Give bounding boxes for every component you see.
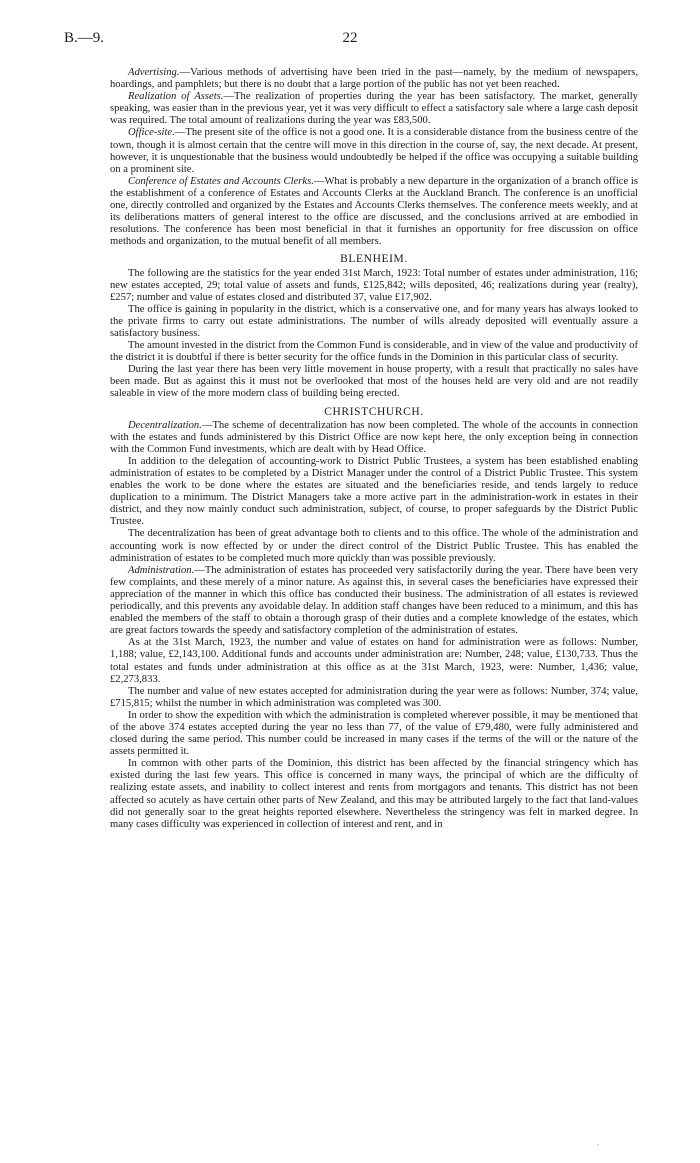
paragraph: [110, 176, 638, 249]
paragraph-text: —What is probably a new departure in the organization of a branch office is the establishment of a conference of Estates and Accounts Clerks at the Auckland Branch. The conference is an unofficial one, directly controlled and organized by the Estates and Accounts Clerks themselves. The conference meets weekly, and at its deliberations matters of general interest to the office are discussed, and the conclusions arrived at are embodied in resolutions. The conference has been most beneficial in that it furnishes an opportunity for free discussion on office methods and organization, to the mutual benefit of all members.: [110, 175, 638, 248]
paragraph: [110, 456, 638, 529]
page-number: 22: [342, 30, 358, 46]
section: [110, 253, 638, 400]
paragraph-text: As at the 31st March, 1923, the number and value of estates on hand for administration were as follows: Number, 1,188; value, £2,143,100. Additional funds and accounts under administration are: Number, 248; value, £130,733. Thus the total estates and funds under administration at this office as at the 31st March, 1923, were: Number, 1,436; value, £2,273,833.: [110, 637, 638, 685]
paragraph-text: The number and value of new estates accepted for administration during the year were as follows: Number, 374; value, £715,815; whilst the number in which administration was completed was 300.: [110, 685, 638, 709]
section: [110, 406, 638, 831]
paragraph-lead: Advertising.: [128, 67, 180, 78]
paragraph: [110, 340, 638, 364]
document-body: [110, 67, 638, 831]
paragraph: [110, 304, 638, 340]
paragraph: [110, 637, 638, 685]
paragraph: [110, 420, 638, 456]
section-heading: CHRISTCHURCH.: [324, 405, 424, 418]
paragraph-text: The office is gaining in popularity in the district, which is a conservative one, and for many years has always looked to the private firms to carry out estate administrations. The number of wills already deposited will eventually assure a satisfactory business.: [110, 303, 638, 339]
paragraph-text: —The administration of estates has proceeded very satisfactorily during the year. There have been very few complaints, and these merely of a minor nature. As against this, in several cases the beneficiaries have expressed their appreciation of the manner in which this office has conducted their business. The administration of all estates is reviewed periodically, and this prevents any avoidable delay. In addition staff changes have been reduced to a minimum, and this has enabled the members of the staff to obtain a thorough grasp of their duties and a complete knowledge of the estates, which are great factors towards the speedy and satisfactory completion of the administration of estates.: [110, 564, 638, 637]
paragraph-text: During the last year there has been very little movement in house property, with a result that practically no sales have been made. But as against this it must not be overlooked that most of the houses held are very old and are not readily saleable in view of the more modern class of building being erected.: [110, 364, 638, 400]
paragraph-text: —The present site of the office is not a good one. It is a considerable distance from the business centre of the town, though it is almost certain that the centre will move in this direction in the course of, say, the next decade. At present, however, it is unquestionable that the business would undoubtedly be helped if the office was occupying a suitable building on a prominent site.: [110, 127, 638, 175]
paragraph: [110, 710, 638, 758]
paragraph: [110, 686, 638, 710]
paragraph-text: The decentralization has been of great advantage both to clients and to this office. The whole of the administration and accounting work is now effected by or under the direct control of the District Public Trustee. This has enabled the administration of estates to be completed much more quickly than was possible previously.: [110, 528, 638, 564]
paragraph: [110, 364, 638, 400]
paragraph: [110, 528, 638, 564]
paragraph-lead: Decentralization.: [128, 419, 202, 431]
paragraph-text: The following are the statistics for the year ended 31st March, 1923: Total number of estates under administration, 116; new estates accepted, 29; total value of assets and funds, £125,842; wills deposited, 46; realizations during year (realty), £257; number and value of estates closed and distributed 37, value £17,902.: [110, 267, 638, 303]
paragraph-text: The amount invested in the district from the Common Fund is considerable, and in view of the value and productivity of the district it is doubtful if there is better security for the office funds in the Dominion in this particular class of security.: [110, 340, 638, 364]
paragraph-lead: Realization of Assets.: [128, 91, 224, 103]
paragraph-lead: Office-site.: [128, 127, 175, 139]
paragraph: [110, 127, 638, 175]
paragraph: [110, 565, 638, 638]
footer-mark: .: [597, 1137, 600, 1147]
paragraph-text: —The realization of properties during the year has been satisfactory. The market, generally speaking, was easier than in the previous year, yet it was very difficult to effect a satisfactory sale where a large cash deposit was required. The total amount of realizations during the year was £83,500.: [110, 91, 638, 127]
page-header: [64, 30, 636, 52]
paragraph-lead: Conference of Estates and Accounts Clerks.: [128, 175, 314, 187]
document-reference: B.—9.: [64, 30, 105, 46]
paragraph-lead: Administration.: [128, 564, 195, 576]
paragraph: [110, 67, 638, 91]
paragraph: [110, 268, 638, 304]
paragraph-text: In order to show the expedition with which the administration is completed wherever possible, it may be mentioned that of the above 374 estates accepted during the year no less than 77, of the value of £79,480, were fully administered and closed during the same period. This number could be increased in many cases if the terms of the will or the nature of the assets permitted it.: [110, 709, 638, 758]
section: [110, 67, 638, 248]
paragraph: [110, 91, 638, 127]
section-heading: BLENHEIM.: [340, 253, 408, 266]
paragraph-text: —The scheme of decentralization has now been completed. The whole of the accounts in connection with the estates and funds administered by this District Office are now kept here, the only exception being in connection with the Common Fund investments, which are dealt with by Head Office.: [110, 419, 638, 455]
paragraph-text: In addition to the delegation of accounting-work to District Public Trustees, a system has been established enabling administration of estates to be completed by a District Manager under the control of a District Public Trustee. This system enables the work to be done where the estates are situated and the beneficiaries reside, and tends largely to reduce duplication to a minimum. The District Managers take a more active part in the administration-work in estates in their district, and they now mainly conduct such administration, subject, of course, to proper safeguards by the District Public Trustee.: [110, 455, 638, 528]
paragraph: [110, 758, 638, 831]
paragraph-text: —Various methods of advertising have been tried in the past—namely, by the medium of newspapers, hoardings, and pamphlets; but there is no doubt that a large portion of the public has not yet been reached.: [110, 67, 638, 91]
paragraph-text: In common with other parts of the Dominion, this district has been affected by the financial stringency which has existed during the last few years. This office is concerned in many ways, the principal of which are the difficulty of realizing estate assets, and inability to collect interest and rents from mortgagors and tenants. This district has not been affected so acutely as have certain other parts of New Zealand, and this may be attributed largely to the fact that land-values did not generally soar to the great heights reported elsewhere. Nevertheless the stringency was felt in marked degree. In many cases difficulty was experienced in collection of interest and rent, and in: [110, 758, 638, 830]
